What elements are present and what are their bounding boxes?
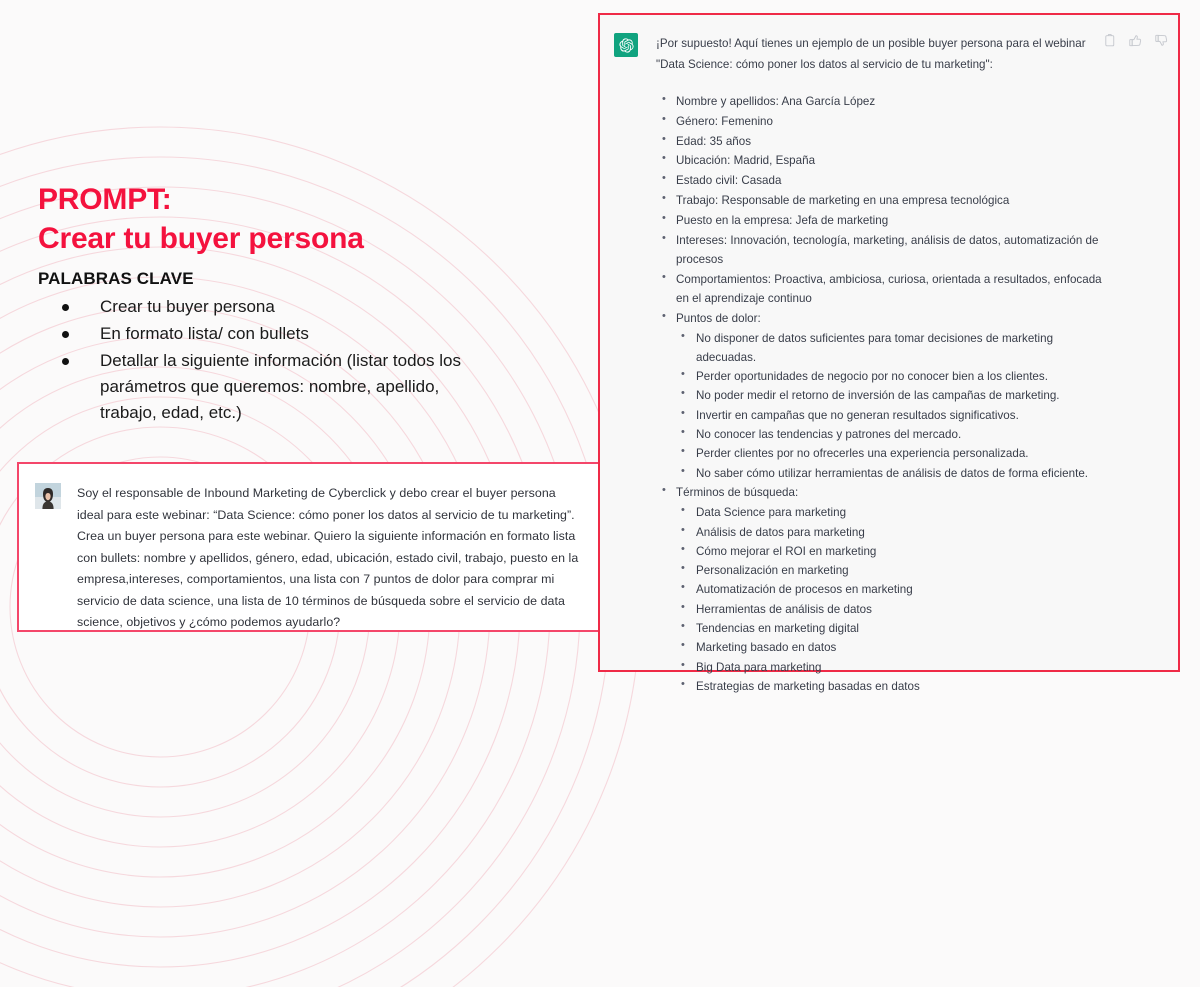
bullet-icon: • (662, 191, 666, 204)
bullet-icon: • (681, 542, 685, 555)
avatar (614, 33, 638, 57)
list-item (676, 386, 1113, 405)
bullet-icon: • (681, 329, 685, 342)
list-item-label: Edad: 35 años (676, 134, 752, 148)
list-item-label: Estrategias de marketing basadas en datos (696, 679, 920, 693)
list-item (676, 542, 1113, 561)
bullet-dot-icon (62, 358, 69, 365)
list-item-label: Trabajo: Responsable de marketing en una empresa tecnológica (676, 193, 1010, 207)
list-item (656, 132, 1113, 151)
avatar (35, 483, 61, 509)
assistant-bullet-list (656, 92, 1113, 696)
list-item (656, 92, 1113, 111)
assistant-intro-text: ¡Por supuesto! Aquí tienes un ejemplo de un posible buyer persona para el webinar "Data Science: cómo poner los datos al servicio de tu marketing": (656, 37, 1086, 71)
list-item (62, 321, 492, 347)
thumbs-up-icon[interactable] (1129, 34, 1142, 47)
list-item-label: Perder clientes por no ofrecerles una experiencia personalizada. (696, 447, 1029, 461)
bullet-icon: • (681, 677, 685, 690)
bullet-icon: • (662, 132, 666, 145)
bullet-icon: • (681, 581, 685, 594)
list-item-label: Intereses: Innovación, tecnología, marketing, análisis de datos, automatización de procesos (676, 233, 1099, 266)
list-item (676, 658, 1113, 677)
bullet-icon: • (681, 445, 685, 458)
bullet-icon: • (662, 231, 666, 244)
bullet-icon: • (681, 426, 685, 439)
chatgpt-logo-icon (618, 37, 635, 54)
list-item-pain-points (656, 309, 1113, 483)
page-title-line1: PROMPT: (38, 182, 172, 216)
user-message-box (17, 462, 640, 632)
user-message-text: Soy el responsable de Inbound Marketing de Cyberclick y debo crear el buyer persona ideal para este webinar: “Data Science: cómo poner los datos al servicio de tu marketing”. Crea un buyer persona para este webinar. Quiero la siguiente información en formato lista con bullets: nombre y apellidos, género, edad, ubicación, estado civil, trabajo, puesto en la empresa,intereses, comportamientos, una lista con 7 puntos de dolor para comprar mi servicio de data science, una lista de 10 términos de búsqueda sobre el servicio de data science, objetivos y ¿cómo podemos ayudarlo? (77, 486, 579, 629)
list-item (62, 348, 492, 426)
list-item-label: En formato lista/ con bullets (100, 324, 309, 343)
list-item-label: Crear tu buyer persona (100, 297, 275, 316)
list-item-label: Data Science para marketing (696, 506, 847, 520)
list-item (676, 523, 1113, 542)
list-item-label: Detallar la siguiente información (listar todos los parámetros que queremos: nombre, apellido, trabajo, edad, etc.) (100, 351, 461, 422)
list-item-label: Ubicación: Madrid, España (676, 154, 816, 168)
list-item-label: Automatización de procesos en marketing (696, 583, 913, 597)
list-item-label: Cómo mejorar el ROI en marketing (696, 544, 877, 558)
thumbs-down-icon[interactable] (1155, 34, 1168, 47)
list-item (676, 619, 1113, 638)
list-item-label: Marketing basado en datos (696, 641, 837, 655)
list-item (656, 171, 1113, 190)
assistant-message-box (598, 13, 1180, 693)
bullet-icon: • (681, 387, 685, 400)
list-item (676, 600, 1113, 619)
list-item (676, 444, 1113, 463)
list-item-label: Comportamientos: Proactiva, ambiciosa, curiosa, orientada a resultados, enfocada en el aprendizaje continuo (676, 272, 1102, 305)
user-photo-avatar-icon (35, 483, 61, 509)
user-message-row (19, 464, 638, 634)
list-item (676, 464, 1113, 483)
list-item (656, 231, 1113, 270)
bullet-icon: • (662, 270, 666, 283)
bullet-icon: • (662, 211, 666, 224)
list-item (676, 580, 1113, 599)
bullet-icon: • (681, 658, 685, 671)
list-item (676, 638, 1113, 657)
list-item (656, 112, 1113, 131)
bullet-icon: • (662, 152, 666, 165)
list-item (656, 151, 1113, 170)
list-item-label: Big Data para marketing (696, 660, 822, 674)
bullet-icon: • (662, 484, 666, 497)
list-item (656, 191, 1113, 210)
list-item-search-terms (656, 483, 1113, 696)
bullet-icon: • (681, 523, 685, 536)
list-item-label: Nombre y apellidos: Ana García López (676, 95, 876, 108)
list-item-label: Personalización en marketing (696, 564, 849, 578)
bullet-dot-icon (62, 331, 69, 338)
bullet-icon: • (681, 464, 685, 477)
list-item-label: Términos de búsqueda: (676, 486, 799, 500)
bullet-icon: • (681, 504, 685, 517)
page-title-line2: Crear tu buyer persona (38, 222, 364, 256)
list-item-label: No disponer de datos suficientes para tomar decisiones de marketing adecuadas. (696, 331, 1054, 364)
list-item-label: Tendencias en marketing digital (696, 622, 860, 636)
bullet-icon: • (681, 368, 685, 381)
bullet-icon: • (681, 600, 685, 613)
bullet-icon: • (681, 406, 685, 419)
list-item-label: Género: Femenino (676, 114, 773, 128)
search-terms-sublist (676, 503, 1113, 696)
list-item (676, 425, 1113, 444)
list-item-label: Análisis de datos para marketing (696, 525, 865, 539)
bullet-icon: • (681, 639, 685, 652)
assistant-message-row (600, 15, 1178, 697)
bullet-dot-icon (62, 304, 69, 311)
bullet-icon: • (681, 620, 685, 633)
list-item (676, 406, 1113, 425)
list-item (676, 329, 1113, 368)
list-item (62, 294, 492, 320)
list-item (656, 270, 1113, 309)
pain-points-sublist (676, 329, 1113, 483)
list-item (676, 561, 1113, 580)
list-item-label: No saber cómo utilizar herramientas de análisis de datos de forma eficiente. (696, 466, 1089, 480)
list-item-label: No conocer las tendencias y patrones del mercado. (696, 428, 962, 442)
bullet-icon: • (662, 309, 666, 322)
list-item-label: Perder oportunidades de negocio por no conocer bien a los clientes. (696, 370, 1048, 384)
bullet-icon: • (662, 172, 666, 185)
bullet-icon: • (662, 93, 666, 105)
list-item-label: Herramientas de análisis de datos (696, 602, 872, 616)
list-item-label: Invertir en campañas que no generan resultados significativos. (696, 408, 1019, 422)
list-item (676, 503, 1113, 522)
list-item-label: Puntos de dolor: (676, 311, 761, 325)
bullet-icon: • (681, 562, 685, 575)
keywords-heading: PALABRAS CLAVE (38, 269, 194, 288)
list-item (676, 677, 1113, 696)
list-item (656, 211, 1113, 230)
keywords-list (62, 294, 492, 427)
list-item-label: Estado civil: Casada (676, 174, 782, 188)
assistant-message-body (656, 33, 1113, 697)
list-item-label: No poder medir el retorno de inversión de las campañas de marketing. (696, 389, 1060, 403)
list-item-label: Puesto en la empresa: Jefa de marketing (676, 213, 889, 227)
copy-icon[interactable] (1104, 34, 1116, 47)
message-actions (1104, 34, 1168, 47)
bullet-icon: • (662, 112, 666, 125)
list-item (676, 367, 1113, 386)
